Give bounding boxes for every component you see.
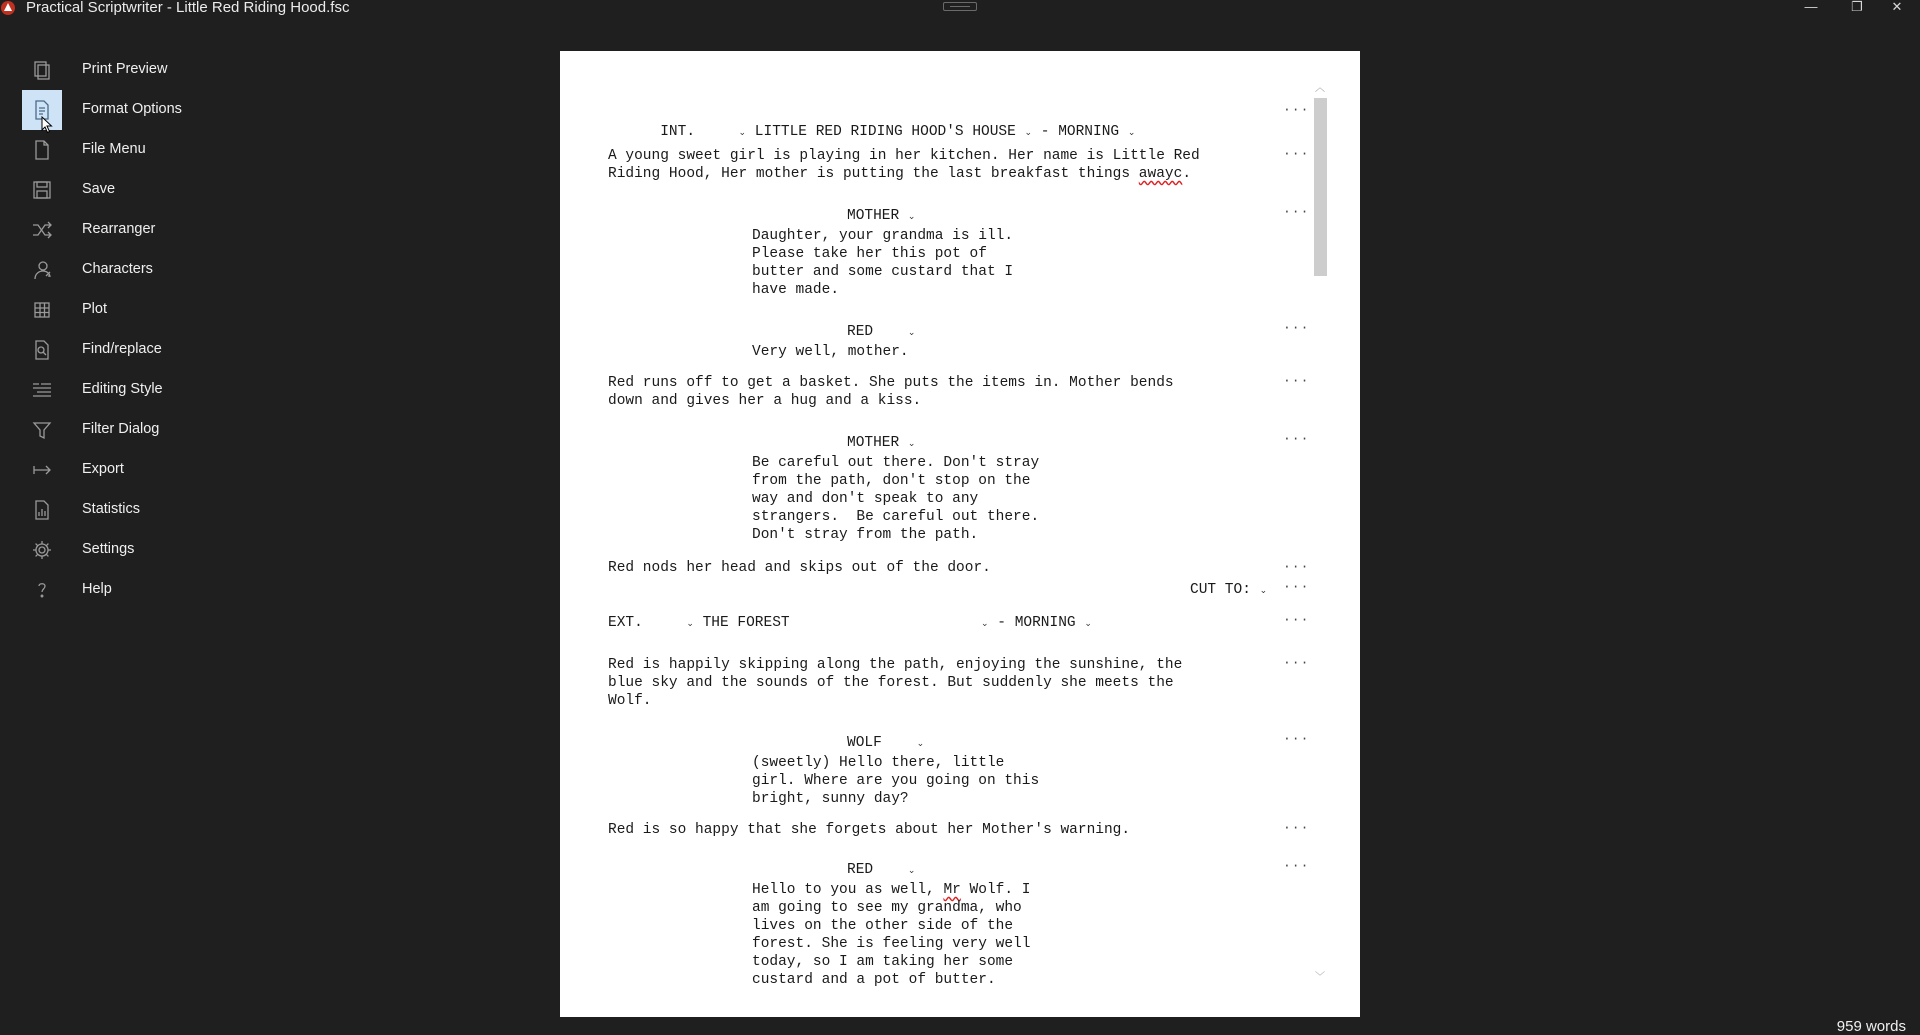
- plot-grid-icon: [22, 290, 62, 330]
- more-options-icon[interactable]: ···: [1283, 204, 1310, 219]
- drag-handle[interactable]: [943, 2, 977, 11]
- dialogue-line: am going to see my grandma, who: [752, 900, 1022, 916]
- character-cue[interactable]: [847, 323, 915, 342]
- sidebar-item-label: Filter Dialog: [82, 421, 160, 437]
- action-line: A young sweet girl is playing in her kitchen. Her name is Little Red: [608, 148, 1200, 164]
- more-options-icon[interactable]: ···: [1283, 320, 1310, 335]
- file-menu-icon: [22, 130, 62, 170]
- vertical-scrollbar[interactable]: [1312, 82, 1328, 985]
- action-line: blue sky and the sounds of the forest. But suddenly she meets the: [608, 675, 1174, 691]
- sidebar-item-save[interactable]: [22, 170, 242, 210]
- misspelled-word[interactable]: awayc: [1138, 166, 1183, 182]
- sidebar-item-label: Rearranger: [82, 221, 156, 237]
- sidebar-item-filter-dialog[interactable]: [22, 410, 242, 450]
- dialogue-line: Daughter, your grandma is ill.: [752, 228, 1014, 244]
- scene-time[interactable]: MORNING: [1058, 124, 1120, 140]
- sidebar-item-label: Characters: [82, 261, 153, 277]
- chevron-down-icon[interactable]: ⌄: [907, 439, 916, 449]
- scene-dash: -: [1040, 124, 1050, 140]
- action-line: Red nods her head and skips out of the door.: [608, 560, 991, 576]
- scene-time[interactable]: MORNING: [1014, 615, 1076, 631]
- dialogue-line: custard and a pot of butter.: [752, 972, 996, 988]
- scene-int-ext[interactable]: EXT.: [608, 615, 643, 631]
- action-block[interactable]: [608, 656, 1182, 710]
- character-name[interactable]: RED: [847, 324, 874, 340]
- character-name[interactable]: WOLF: [847, 735, 882, 751]
- chevron-down-icon[interactable]: ⌄: [907, 866, 916, 876]
- export-icon: [22, 450, 62, 490]
- character-name[interactable]: MOTHER: [847, 208, 900, 224]
- more-options-icon[interactable]: ···: [1283, 373, 1310, 388]
- sidebar-item-label: Plot: [82, 301, 107, 317]
- scroll-up-icon[interactable]: ︿: [1315, 83, 1325, 94]
- find-replace-icon: [22, 330, 62, 370]
- dialogue-line: Please take her this pot of: [752, 246, 987, 262]
- close-button[interactable]: ✕: [1891, 0, 1903, 14]
- minimize-button[interactable]: —: [1804, 0, 1818, 14]
- help-icon: [22, 570, 62, 610]
- more-options-icon[interactable]: ···: [1283, 559, 1310, 574]
- action-line: Red runs off to get a basket. She puts the items in. Mother bends: [608, 375, 1174, 391]
- sidebar-item-label: File Menu: [82, 141, 146, 157]
- print-preview-icon: [22, 50, 62, 90]
- save-icon: [22, 170, 62, 210]
- format-options-icon: [22, 90, 62, 130]
- dialogue-line: Very well, mother.: [752, 344, 909, 360]
- action-block[interactable]: [608, 559, 991, 577]
- dialogue-line: butter and some custard that I: [752, 264, 1014, 280]
- more-options-icon[interactable]: ···: [1283, 820, 1310, 835]
- dialogue-block[interactable]: [752, 881, 1030, 989]
- shuffle-icon: [22, 210, 62, 250]
- chevron-down-icon[interactable]: ⌄: [1024, 128, 1033, 138]
- scroll-thumb[interactable]: [1314, 98, 1327, 276]
- action-line: .: [1182, 166, 1192, 182]
- character-cue[interactable]: [847, 734, 924, 753]
- dialogue-line: (sweetly) Hello there, little: [752, 755, 1005, 771]
- title-bar: [0, 0, 1920, 18]
- sidebar-item-plot[interactable]: [22, 290, 242, 330]
- restore-button[interactable]: ❐: [1851, 0, 1863, 14]
- sidebar-item-statistics[interactable]: [22, 490, 242, 530]
- sidebar-item-find-replace[interactable]: [22, 330, 242, 370]
- more-options-icon[interactable]: ···: [1283, 102, 1310, 117]
- sidebar-item-label: Format Options: [82, 101, 182, 117]
- editing-style-icon: [22, 370, 62, 410]
- characters-icon: [22, 250, 62, 290]
- dialogue-line: way and don't speak to any: [752, 491, 979, 507]
- dialogue-line: Hello to you as well,: [752, 882, 944, 898]
- transition-text[interactable]: CUT TO:: [1190, 582, 1251, 598]
- chevron-down-icon[interactable]: ⌄: [1127, 128, 1136, 138]
- dialogue-line: lives on the other side of the: [752, 918, 1014, 934]
- word-count: 959 words: [1836, 1018, 1906, 1035]
- chevron-down-icon[interactable]: ⌄: [907, 328, 916, 338]
- scene-location[interactable]: THE FOREST: [702, 615, 790, 631]
- action-line: Red is so happy that she forgets about her Mother's warning.: [608, 822, 1131, 838]
- filter-icon: [22, 410, 62, 450]
- more-options-icon[interactable]: ···: [1283, 431, 1310, 446]
- misspelled-word[interactable]: Mr: [943, 882, 961, 898]
- chevron-down-icon[interactable]: ⌄: [1259, 586, 1268, 596]
- script-page[interactable]: [560, 51, 1360, 1017]
- sidebar-item-file-menu[interactable]: [22, 130, 242, 170]
- sidebar-item-settings[interactable]: [22, 530, 242, 570]
- action-line: Wolf.: [608, 693, 652, 709]
- more-options-icon[interactable]: ···: [1283, 655, 1310, 670]
- chevron-down-icon[interactable]: ⌄: [738, 128, 747, 138]
- sidebar-item-editing-style[interactable]: [22, 370, 242, 410]
- chevron-down-icon[interactable]: ⌄: [981, 619, 989, 629]
- action-block[interactable]: [608, 374, 1174, 410]
- dialogue-block[interactable]: [752, 343, 909, 361]
- dialogue-block[interactable]: [752, 754, 1039, 808]
- dialogue-line: have made.: [752, 282, 840, 298]
- scene-dash: -: [997, 615, 1006, 631]
- sidebar-item-label: Statistics: [82, 501, 141, 517]
- sidebar-item-format-options[interactable]: [22, 90, 242, 130]
- action-block[interactable]: [608, 147, 1200, 183]
- window-title: Practical Scriptwriter - Little Red Riding Hood.fsc: [26, 0, 350, 16]
- dialogue-block[interactable]: [752, 227, 1013, 299]
- app-logo-icon: [0, 0, 16, 16]
- gear-icon: [22, 530, 62, 570]
- dialogue-line: bright, sunny day?: [752, 791, 909, 807]
- script-editor[interactable]: [560, 51, 1320, 1017]
- more-options-icon[interactable]: ···: [1283, 731, 1310, 746]
- sidebar-item-rearranger[interactable]: [22, 210, 242, 250]
- chevron-down-icon[interactable]: ⌄: [907, 212, 916, 222]
- dialogue-line: strangers. Be careful out there.: [752, 509, 1040, 525]
- dialogue-line: Don't stray from the path.: [752, 527, 979, 543]
- more-options-icon[interactable]: ···: [1283, 858, 1310, 873]
- transition[interactable]: [1190, 581, 1267, 600]
- sidebar-item-export[interactable]: [22, 450, 242, 490]
- scene-location[interactable]: LITTLE RED RIDING HOOD'S HOUSE: [754, 124, 1016, 140]
- dialogue-line: Be careful out there. Don't stray: [752, 455, 1040, 471]
- more-options-icon[interactable]: ···: [1283, 146, 1310, 161]
- sidebar-item-label: Export: [82, 461, 124, 477]
- sidebar-item-print-preview[interactable]: [22, 50, 242, 90]
- sidebar-item-label: Help: [82, 581, 112, 597]
- sidebar-item-label: Editing Style: [82, 381, 163, 397]
- action-block[interactable]: [608, 821, 1130, 839]
- character-name[interactable]: MOTHER: [847, 435, 900, 451]
- sidebar-item-label: Settings: [82, 541, 135, 557]
- character-cue[interactable]: [847, 434, 915, 453]
- chevron-down-icon[interactable]: ⌄: [686, 619, 694, 629]
- action-line: Red is happily skipping along the path, enjoying the sunshine, the: [608, 657, 1183, 673]
- sidebar-item-label: Save: [82, 181, 116, 197]
- dialogue-line: girl. Where are you going on this: [752, 773, 1040, 789]
- sidebar-item-label: Print Preview: [82, 61, 168, 77]
- statistics-icon: [22, 490, 62, 530]
- scene-heading[interactable]: [608, 614, 1092, 633]
- action-line: down and gives her a hug and a kiss.: [608, 393, 922, 409]
- dialogue-line: Wolf. I: [960, 882, 1031, 898]
- dialogue-block[interactable]: [752, 454, 1039, 544]
- scene-int-ext[interactable]: INT.: [660, 124, 696, 140]
- chevron-down-icon[interactable]: ⌄: [1084, 619, 1092, 629]
- character-cue[interactable]: [847, 207, 915, 226]
- sidebar-item-characters[interactable]: [22, 250, 242, 290]
- chevron-down-icon[interactable]: ⌄: [916, 739, 925, 749]
- action-line: Riding Hood, Her mother is putting the last breakfast things: [608, 166, 1139, 182]
- scroll-down-icon[interactable]: ﹀: [1315, 972, 1325, 983]
- sidebar-item-label: Find/replace: [82, 341, 162, 357]
- dialogue-line: from the path, don't stop on the: [752, 473, 1031, 489]
- more-options-icon[interactable]: ···: [1283, 579, 1310, 594]
- character-cue[interactable]: [847, 861, 915, 880]
- sidebar-item-help[interactable]: [22, 570, 242, 610]
- dialogue-line: today, so I am taking her some: [752, 954, 1014, 970]
- dialogue-line: forest. She is feeling very well: [752, 936, 1031, 952]
- character-name[interactable]: RED: [847, 862, 874, 878]
- more-options-icon[interactable]: ···: [1283, 612, 1310, 627]
